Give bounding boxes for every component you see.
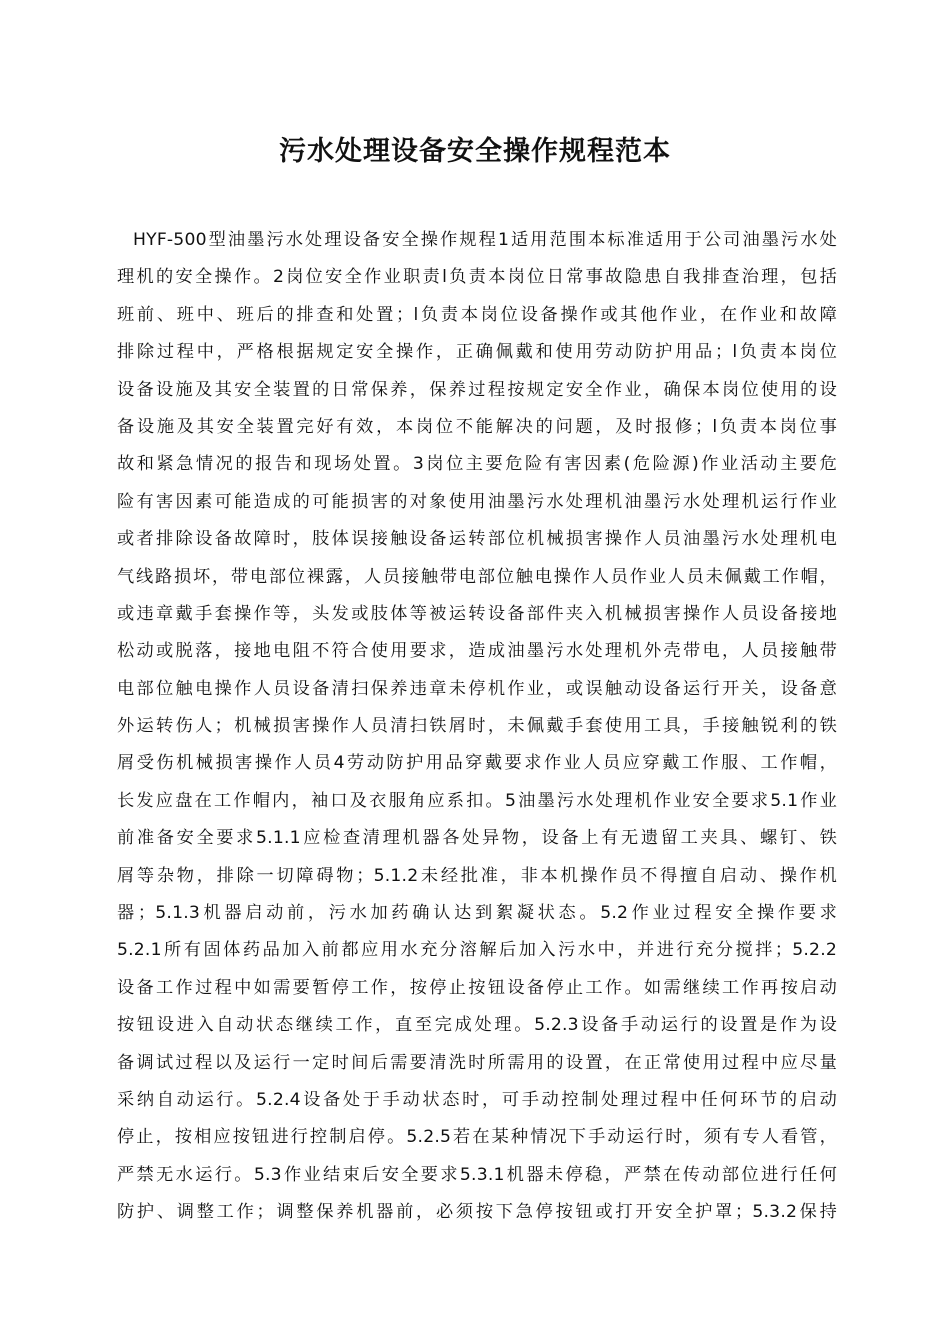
body-line: 松动或脱落，接地电阻不符合使用要求，造成油墨污水处理机外壳带电，人员接触带 [117,641,837,662]
body-line: 电部位触电操作人员设备清扫保养违章未停机作业，或误触动设备运行开关，设备意 [117,678,837,699]
body-line: 前准备安全要求5.1.1应检查清理机器各处异物，设备上有无遗留工夹具、螺钉、铁 [117,828,837,849]
body-line: 或违章戴手套操作等，头发或肢体等被运转设备部件夹入机械损害操作人员设备接地 [117,603,837,624]
document-title: 污水处理设备安全操作规程范本 [279,136,671,167]
body-line: 按钮设进入自动状态继续工作，直至完成处理。5.2.3设备手动运行的设置是作为设 [117,1015,837,1036]
body-line: 气线路损坏，带电部位裸露，人员接触带电部位触电操作人员作业人员未佩戴工作帽， [117,566,837,587]
body-line: 屑受伤机械损害操作人员4劳动防护用品穿戴要求作业人员应穿戴工作服、工作帽， [117,753,837,774]
body-line: 设备工作过程中如需要暂停工作，按停止按钮设备停止工作。如需继续工作再按启动 [117,977,837,998]
body-line: 故和紧急情况的报告和现场处置。3岗位主要危险有害因素(危险源)作业活动主要危 [117,454,837,475]
body-line: 器；5.1.3机器启动前，污水加药确认达到絮凝状态。5.2作业过程安全操作要求 [117,903,837,924]
body-line: 班前、班中、班后的排查和处置；l负责本岗位设备操作或其他作业，在作业和故障 [117,304,837,325]
body-line: 或者排除设备故障时，肢体误接触设备运转部位机械损害操作人员油墨污水处理机电 [117,529,837,550]
body-line: 屑等杂物，排除一切障碍物；5.1.2未经批准，非本机操作员不得擅自启动、操作机 [117,865,837,886]
body-line: 设备设施及其安全装置的日常保养，保养过程按规定安全作业，确保本岗位使用的设 [117,379,837,400]
document-body [117,222,837,1232]
body-line: 严禁无水运行。5.3作业结束后安全要求5.3.1机器未停稳，严禁在传动部位进行任何 [117,1164,837,1185]
body-line: 采纳自动运行。5.2.4设备处于手动状态时，可手动控制处理过程中任何环节的启动 [117,1089,837,1110]
body-line: 防护、调整工作；调整保养机器前，必须按下急停按钮或打开安全护罩；5.3.2保持 [117,1202,837,1223]
body-line: 外运转伤人；机械损害操作人员清扫铁屑时，未佩戴手套使用工具，手接触锐利的铁 [117,716,837,737]
body-line: 备调试过程以及运行一定时间后需要清洗时所需用的设置，在正常使用过程中应尽量 [117,1052,837,1073]
body-line: 长发应盘在工作帽内，袖口及衣服角应系扣。5油墨污水处理机作业安全要求5.1作业 [117,790,837,811]
body-line: 险有害因素可能造成的可能损害的对象使用油墨污水处理机油墨污水处理机运行作业 [117,491,837,512]
body-line: 排除过程中，严格根据规定安全操作，正确佩戴和使用劳动防护用品；l负责本岗位 [117,342,837,363]
body-line: 5.2.1所有固体药品加入前都应用水充分溶解后加入污水中，并进行充分搅拌；5.2.2 [117,940,837,961]
body-line: 理机的安全操作。2岗位安全作业职责l负责本岗位日常事故隐患自我排查治理，包括 [117,267,837,288]
body-line: HYF-500型油墨污水处理设备安全操作规程1适用范围本标准适用于公司油墨污水处 [133,230,837,250]
body-line: 停止，按相应按钮进行控制启停。5.2.5若在某种情况下手动运行时，须有专人看管， [117,1127,837,1148]
body-line: 备设施及其安全装置完好有效，本岗位不能解决的问题，及时报修；l负责本岗位事 [117,416,837,437]
